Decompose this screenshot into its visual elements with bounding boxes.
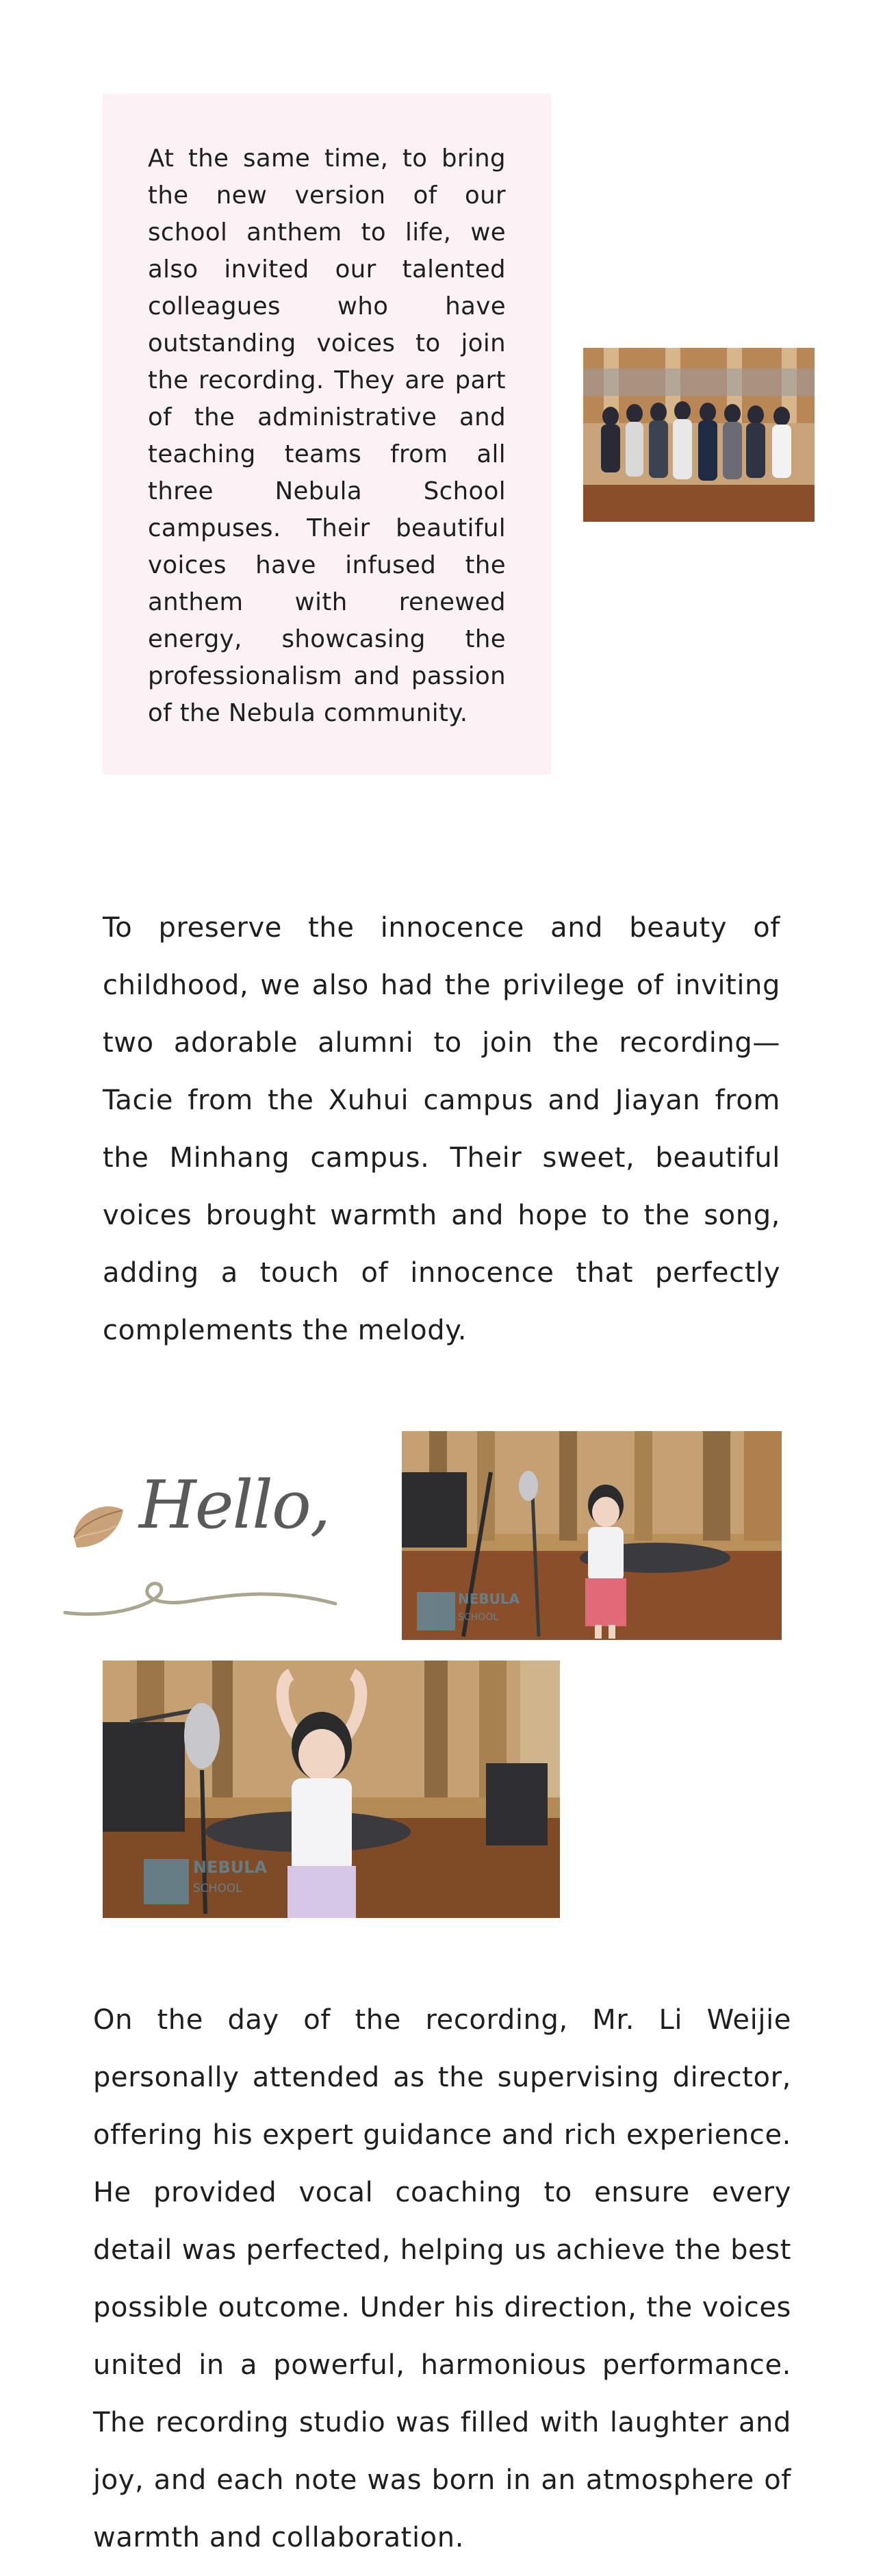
alumni-paragraph: To preserve the innocence and beauty of childhood, we also had the privilege of inviting two adorable alumni to join the recording—Tacie from the Xuhui campus and Jiayan from the Minhang campus. Their sweet, beautiful voices brought warmth and hope to the song, adding a touch of innocence that perfectly complements the melody. — [103, 912, 780, 1346]
hello-script-text: Hello, — [139, 1467, 330, 1543]
swirl-underline — [65, 1584, 335, 1615]
leaf-icon — [74, 1506, 123, 1548]
alumni-tacie-photo — [402, 1431, 782, 1640]
director-paragraph: On the day of the recording, Mr. Li Weijie personally attended as the supervising director, offering his expert guidance and rich experience. He provided vocal coaching to ensure every detail was perfected, helping us achieve the best possible outcome. Under his direction, the voices united in a powerful, harmonious performance. The recording studio was filled with laughter and joy, and each note was born in an atmosphere of warmth and collaboration. — [93, 2004, 791, 2553]
watermark-brand: NEBULA — [458, 1591, 520, 1607]
intro-text-box — [103, 94, 551, 774]
watermark-sub-2: SCHOOL — [193, 1882, 242, 1895]
watermark-sub: SCHOOL — [458, 1612, 499, 1623]
colleagues-group-photo — [583, 348, 815, 522]
child-figure — [585, 1485, 626, 1639]
intro-paragraph: At the same time, to bring the new version of our school anthem to life, we also invited our talented colleagues who have outstanding voices to join the recording. They are part of the administrative and teaching teams from all three Nebula School campuses. Their beautiful voices have infused the anthem with renewed energy, showcasing the professionalism and passion of the Nebula community. — [148, 144, 506, 727]
alumni-jiayan-photo — [103, 1660, 560, 1918]
watermark-brand-2: NEBULA — [193, 1858, 268, 1877]
